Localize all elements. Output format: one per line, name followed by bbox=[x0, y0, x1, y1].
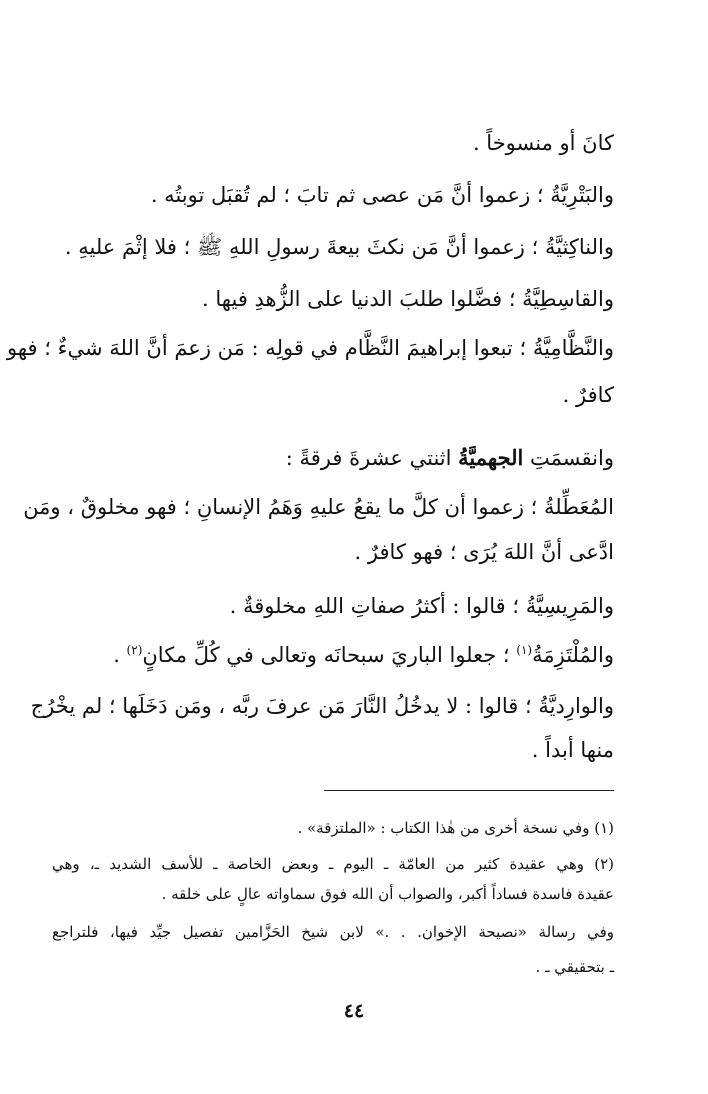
sect-description: ؛ زعموا أن كلَّ ما يقعُ عليهِ وَهَمُ الإنسانِ ؛ فهو مخلوقٌ ، ومَن bbox=[23, 495, 545, 519]
text-line-10 bbox=[52, 591, 614, 621]
sect-name-multazima: والمُلْتَزِمَةُ bbox=[532, 643, 614, 667]
footnote-divider bbox=[324, 790, 614, 791]
text-line-6 bbox=[52, 380, 614, 410]
line-text: منها أبداً . bbox=[531, 738, 614, 762]
footnote-text: عقيدة فاسدة فساداً أكبر، والصواب أن الله فوق سماواته عالٍ على خلقه . bbox=[161, 885, 614, 903]
footnote-1 bbox=[52, 816, 614, 840]
sect-name-qasitiyya: والقاسِطِيَّةُ bbox=[522, 287, 614, 311]
sect-name-nakithiyya: والناكِثيَّةُ bbox=[544, 235, 614, 259]
sect-name-muattila: المُعَطِّلةُ bbox=[544, 495, 614, 519]
text-line-12 bbox=[30, 691, 614, 721]
section-heading-jahmiyya bbox=[52, 443, 614, 473]
sect-description: ؛ زعموا أنَّ مَن عصى ثم تابَ ؛ لم تُقبَل توبتُه . bbox=[150, 183, 551, 207]
footnote-2-line-4 bbox=[52, 955, 614, 979]
sect-description: ؛ زعموا أنَّ مَن نكثَ بيعةَ رسولِ اللهِ ﷺ ؛ فلا إثْمَ عليهِ . bbox=[64, 235, 545, 259]
sect-description: ؛ قالوا : لا يدخُلُ النَّارَ مَن عرفَ ربَّه ، ومَن دَخَلَها ؛ لم يخْرُج bbox=[30, 694, 539, 718]
line-end: . bbox=[113, 643, 127, 667]
sect-description: ؛ جعلوا الباريَ سبحانَه وتعالى في كُلِّ مكانٍ bbox=[142, 643, 517, 667]
line-text: ادَّعى أنَّ اللهَ يُرَى ؛ فهو كافرٌ . bbox=[354, 540, 614, 564]
line-text: كانَ أو منسوخاً . bbox=[472, 131, 614, 155]
footnote-text: ـ بتحقيقي ـ . bbox=[535, 958, 614, 976]
footnote-text: (١) وفي نسخة أخرى من هٰذا الكتاب : «الملتزقة» . bbox=[297, 819, 614, 837]
sect-description: ؛ تبعوا إبراهيمَ النَّظَّام في قولِه : مَن زعمَ أنَّ اللهَ شيءٌ ؛ فهو bbox=[7, 336, 533, 360]
sect-name-waridiyya: والوارِديَّةُ bbox=[538, 694, 614, 718]
text-line-9 bbox=[52, 537, 614, 567]
footnote-ref-1[interactable]: (١) bbox=[516, 643, 533, 657]
heading-prefix: وانقسمَتِ bbox=[523, 446, 614, 470]
footnote-text: (٢) وهي عقيدة كثير من العامّة ـ اليوم ـ وبعض الخاصة ـ للأسف الشديد ـ، وهي bbox=[52, 855, 614, 873]
footnote-2-line-3 bbox=[52, 920, 614, 944]
sect-name-marisiyya: والمَرِيسِيَّةُ bbox=[525, 594, 614, 618]
footnote-text: وفي رسالة «نصيحة الإخوان. . .» لابن شيخ الحَزَّامين تفصيل جيِّد فيها، فلتراجع bbox=[52, 923, 614, 941]
page-number: ٤٤ bbox=[343, 1000, 365, 1022]
line-text: كافرٌ . bbox=[562, 383, 614, 407]
footnote-ref-2[interactable]: (٢) bbox=[126, 643, 143, 657]
sect-name-batriyya: والبَتْرِيَّةُ bbox=[550, 183, 614, 207]
text-line-11 bbox=[52, 640, 614, 670]
text-line-8 bbox=[23, 492, 614, 522]
footnote-2-line-2 bbox=[52, 882, 614, 906]
sect-name-jahmiyya: الجهميَّةُ bbox=[458, 445, 524, 470]
sect-description: ؛ فضَّلوا طلبَ الدنيا على الزُّهدِ فيها . bbox=[202, 287, 523, 311]
text-line-2 bbox=[52, 180, 614, 210]
sect-name-nazzamiyya: والنَّظَّامِيَّةُ bbox=[532, 336, 614, 360]
sect-description: ؛ قالوا : أكثرُ صفاتِ اللهِ مخلوقةٌ . bbox=[229, 594, 526, 618]
text-line-5 bbox=[7, 333, 614, 363]
text-line-4 bbox=[52, 284, 614, 314]
text-line-13 bbox=[52, 735, 614, 765]
text-line-3 bbox=[52, 232, 614, 262]
text-line-1 bbox=[52, 128, 614, 158]
heading-suffix: اثنتي عشرةَ فرقةً : bbox=[285, 446, 459, 470]
footnote-2-line-1 bbox=[52, 852, 614, 876]
